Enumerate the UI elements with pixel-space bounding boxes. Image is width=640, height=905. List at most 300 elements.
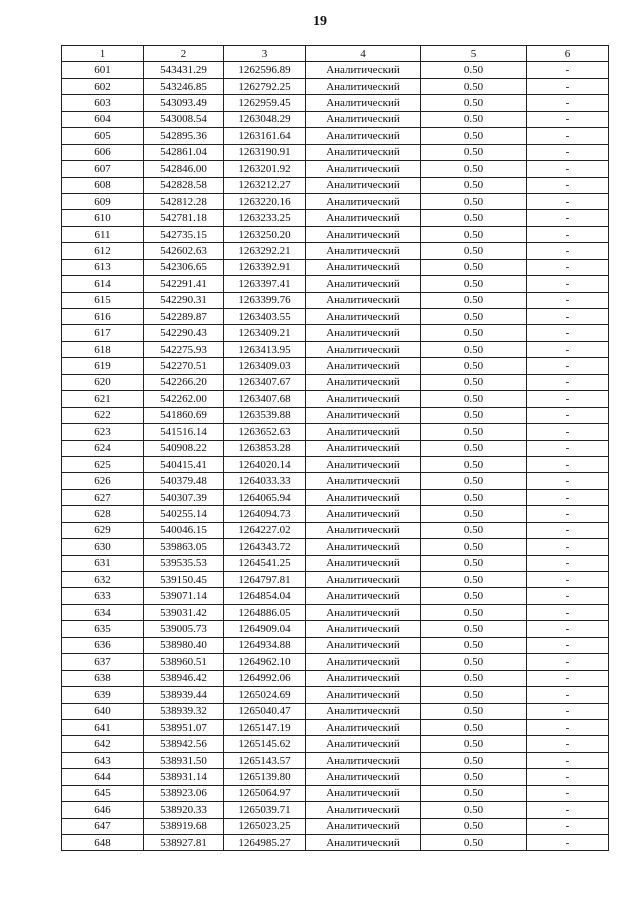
table-cell: 1263407.67 <box>224 374 306 390</box>
table-cell: - <box>527 769 609 785</box>
table-row <box>62 736 609 752</box>
table-cell: 1263292.21 <box>224 243 306 259</box>
table-cell: Аналитический <box>306 78 421 94</box>
table-cell: 542602.63 <box>144 243 224 259</box>
table-cell: 539150.45 <box>144 572 224 588</box>
header-cell: 2 <box>144 46 224 62</box>
table-cell: 539071.14 <box>144 588 224 604</box>
table-cell: 601 <box>62 62 144 78</box>
table-cell: Аналитический <box>306 670 421 686</box>
table-cell: Аналитический <box>306 226 421 242</box>
table-cell: 641 <box>62 719 144 735</box>
table-cell: 1263220.16 <box>224 193 306 209</box>
table-cell: - <box>527 456 609 472</box>
table-cell: - <box>527 111 609 127</box>
table-row <box>62 226 609 242</box>
table-row <box>62 210 609 226</box>
table-cell: 539863.05 <box>144 539 224 555</box>
table-cell: 542846.00 <box>144 161 224 177</box>
table-cell: 542290.31 <box>144 292 224 308</box>
table-cell: 1265040.47 <box>224 703 306 719</box>
table-cell: 0.50 <box>421 555 527 571</box>
table-cell: 0.50 <box>421 522 527 538</box>
table-row <box>62 374 609 390</box>
table-row <box>62 177 609 193</box>
table-cell: 610 <box>62 210 144 226</box>
table-cell: 603 <box>62 95 144 111</box>
table-cell: 0.50 <box>421 325 527 341</box>
table-cell: 1264020.14 <box>224 456 306 472</box>
table-cell: Аналитический <box>306 637 421 653</box>
table-row <box>62 802 609 818</box>
table-cell: 1264934.88 <box>224 637 306 653</box>
table-cell: 0.50 <box>421 177 527 193</box>
table-row <box>62 243 609 259</box>
table-cell: 1263399.76 <box>224 292 306 308</box>
table-cell: 1263250.20 <box>224 226 306 242</box>
table-cell: - <box>527 325 609 341</box>
table-cell: 538923.06 <box>144 785 224 801</box>
table-row <box>62 752 609 768</box>
table-cell: 1263397.41 <box>224 276 306 292</box>
table-cell: 1264797.81 <box>224 572 306 588</box>
table-cell: 1265064.97 <box>224 785 306 801</box>
table-cell: 538960.51 <box>144 654 224 670</box>
table-cell: Аналитический <box>306 769 421 785</box>
table-cell: Аналитический <box>306 604 421 620</box>
table-cell: Аналитический <box>306 522 421 538</box>
table-cell: 609 <box>62 193 144 209</box>
table-cell: 542291.41 <box>144 276 224 292</box>
table-cell: Аналитический <box>306 144 421 160</box>
table-cell: 543093.49 <box>144 95 224 111</box>
table-cell: 0.50 <box>421 144 527 160</box>
table-cell: 648 <box>62 835 144 851</box>
table-cell: 538939.44 <box>144 687 224 703</box>
table-cell: 627 <box>62 489 144 505</box>
table-cell: 643 <box>62 752 144 768</box>
table-cell: 0.50 <box>421 374 527 390</box>
table-cell: Аналитический <box>306 752 421 768</box>
table-cell: 620 <box>62 374 144 390</box>
table-cell: 1265145.62 <box>224 736 306 752</box>
table-cell: 0.50 <box>421 226 527 242</box>
table-cell: 541860.69 <box>144 407 224 423</box>
table-cell: 538939.32 <box>144 703 224 719</box>
table-cell: 0.50 <box>421 341 527 357</box>
header-cell: 5 <box>421 46 527 62</box>
table-cell: 0.50 <box>421 62 527 78</box>
table-cell: - <box>527 802 609 818</box>
table-header-row <box>62 46 609 62</box>
table-cell: 0.50 <box>421 407 527 423</box>
table-row <box>62 309 609 325</box>
table-cell: - <box>527 588 609 604</box>
table-cell: 0.50 <box>421 654 527 670</box>
coordinates-table <box>61 45 609 851</box>
table-cell: 539535.53 <box>144 555 224 571</box>
table-cell: 0.50 <box>421 128 527 144</box>
table-cell: 0.50 <box>421 309 527 325</box>
table-row <box>62 259 609 275</box>
table-cell: 1262959.45 <box>224 95 306 111</box>
table-cell: 1265039.71 <box>224 802 306 818</box>
table-cell: Аналитический <box>306 276 421 292</box>
table-cell: 634 <box>62 604 144 620</box>
table-cell: 542262.00 <box>144 391 224 407</box>
table-cell: - <box>527 835 609 851</box>
table-cell: - <box>527 292 609 308</box>
table-cell: 613 <box>62 259 144 275</box>
table-cell: Аналитический <box>306 539 421 555</box>
table-cell: - <box>527 144 609 160</box>
table-cell: 542290.43 <box>144 325 224 341</box>
table-cell: 1263409.03 <box>224 358 306 374</box>
table-cell: 540415.41 <box>144 456 224 472</box>
table-row <box>62 588 609 604</box>
table-cell: 0.50 <box>421 752 527 768</box>
table-cell: 1263161.64 <box>224 128 306 144</box>
table-cell: 0.50 <box>421 785 527 801</box>
table-cell: - <box>527 539 609 555</box>
table-cell: Аналитический <box>306 210 421 226</box>
table-cell: 628 <box>62 506 144 522</box>
table-cell: Аналитический <box>306 407 421 423</box>
table-cell: Аналитический <box>306 259 421 275</box>
table-cell: Аналитический <box>306 62 421 78</box>
table-body <box>62 62 609 851</box>
table-cell: 1263190.91 <box>224 144 306 160</box>
table-cell: 0.50 <box>421 802 527 818</box>
table-row <box>62 621 609 637</box>
table-cell: 0.50 <box>421 604 527 620</box>
table-cell: Аналитический <box>306 374 421 390</box>
table-cell: Аналитический <box>306 456 421 472</box>
table-cell: 0.50 <box>421 818 527 834</box>
table-cell: 542270.51 <box>144 358 224 374</box>
table-row <box>62 489 609 505</box>
table-cell: Аналитический <box>306 818 421 834</box>
table-cell: Аналитический <box>306 572 421 588</box>
table-cell: 0.50 <box>421 161 527 177</box>
table-row <box>62 292 609 308</box>
table-cell: Аналитический <box>306 621 421 637</box>
table-row <box>62 835 609 851</box>
table-cell: - <box>527 161 609 177</box>
table-cell: - <box>527 226 609 242</box>
table-cell: 538927.81 <box>144 835 224 851</box>
table-cell: 633 <box>62 588 144 604</box>
table-cell: - <box>527 818 609 834</box>
table-cell: 0.50 <box>421 719 527 735</box>
table-cell: 0.50 <box>421 506 527 522</box>
table-cell: 0.50 <box>421 292 527 308</box>
table-cell: - <box>527 276 609 292</box>
table-cell: 1264065.94 <box>224 489 306 505</box>
table-cell: Аналитический <box>306 243 421 259</box>
table-cell: - <box>527 374 609 390</box>
table-row <box>62 128 609 144</box>
table-cell: - <box>527 309 609 325</box>
table-cell: Аналитический <box>306 341 421 357</box>
table-cell: 1262792.25 <box>224 78 306 94</box>
table-cell: - <box>527 95 609 111</box>
table-cell: Аналитический <box>306 391 421 407</box>
table-cell: 542289.87 <box>144 309 224 325</box>
table-cell: 637 <box>62 654 144 670</box>
table-cell: 618 <box>62 341 144 357</box>
table-cell: 1264886.05 <box>224 604 306 620</box>
table-cell: - <box>527 621 609 637</box>
table-cell: 619 <box>62 358 144 374</box>
table-cell: - <box>527 391 609 407</box>
table-cell: 1262596.89 <box>224 62 306 78</box>
table-cell: 542266.20 <box>144 374 224 390</box>
table-cell: Аналитический <box>306 292 421 308</box>
table-row <box>62 391 609 407</box>
table-cell: Аналитический <box>306 802 421 818</box>
table-cell: 1263539.88 <box>224 407 306 423</box>
table-cell: 0.50 <box>421 736 527 752</box>
table-cell: 611 <box>62 226 144 242</box>
table-cell: 1263413.95 <box>224 341 306 357</box>
table-row <box>62 670 609 686</box>
table-row <box>62 506 609 522</box>
table-cell: Аналитический <box>306 835 421 851</box>
table-cell: 1264343.72 <box>224 539 306 555</box>
table-cell: 0.50 <box>421 358 527 374</box>
table-cell: 0.50 <box>421 193 527 209</box>
table-cell: 0.50 <box>421 276 527 292</box>
table-cell: 1265024.69 <box>224 687 306 703</box>
header-cell: 6 <box>527 46 609 62</box>
table-cell: 1264033.33 <box>224 473 306 489</box>
table-cell: - <box>527 424 609 440</box>
table-cell: - <box>527 78 609 94</box>
table-cell: Аналитический <box>306 555 421 571</box>
table-cell: Аналитический <box>306 506 421 522</box>
table-row <box>62 604 609 620</box>
table-cell: 645 <box>62 785 144 801</box>
table-cell: Аналитический <box>306 654 421 670</box>
table-row <box>62 572 609 588</box>
table-row <box>62 111 609 127</box>
table-cell: Аналитический <box>306 309 421 325</box>
table-cell: 539005.73 <box>144 621 224 637</box>
table-cell: 622 <box>62 407 144 423</box>
table-cell: 642 <box>62 736 144 752</box>
table-cell: - <box>527 637 609 653</box>
table-cell: 0.50 <box>421 637 527 653</box>
table-cell: 538942.56 <box>144 736 224 752</box>
table-cell: 605 <box>62 128 144 144</box>
table-cell: 538980.40 <box>144 637 224 653</box>
table-cell: 629 <box>62 522 144 538</box>
table-cell: 1263212.27 <box>224 177 306 193</box>
table-row <box>62 161 609 177</box>
table-cell: 0.50 <box>421 95 527 111</box>
table-cell: 635 <box>62 621 144 637</box>
table-cell: 0.50 <box>421 670 527 686</box>
table-cell: - <box>527 670 609 686</box>
table-cell: 623 <box>62 424 144 440</box>
table-cell: 538946.42 <box>144 670 224 686</box>
table-cell: - <box>527 555 609 571</box>
table-row <box>62 456 609 472</box>
table-cell: 543008.54 <box>144 111 224 127</box>
table-cell: 1264909.04 <box>224 621 306 637</box>
table-cell: - <box>527 572 609 588</box>
table-cell: 0.50 <box>421 687 527 703</box>
table-cell: 539031.42 <box>144 604 224 620</box>
table-cell: 0.50 <box>421 424 527 440</box>
table-cell: 543431.29 <box>144 62 224 78</box>
table-cell: 542861.04 <box>144 144 224 160</box>
table-cell: Аналитический <box>306 193 421 209</box>
table-cell: 614 <box>62 276 144 292</box>
table-row <box>62 95 609 111</box>
table-row <box>62 62 609 78</box>
table-cell: 1263201.92 <box>224 161 306 177</box>
table-cell: Аналитический <box>306 440 421 456</box>
table-cell: 1264854.04 <box>224 588 306 604</box>
table-cell: 542828.58 <box>144 177 224 193</box>
table-cell: - <box>527 259 609 275</box>
table-cell: 0.50 <box>421 769 527 785</box>
table-cell: - <box>527 489 609 505</box>
table-cell: 0.50 <box>421 391 527 407</box>
table-cell: 0.50 <box>421 473 527 489</box>
table-row <box>62 325 609 341</box>
table-cell: - <box>527 193 609 209</box>
table-row <box>62 144 609 160</box>
table-cell: 1264962.10 <box>224 654 306 670</box>
table-cell: 636 <box>62 637 144 653</box>
table-cell: Аналитический <box>306 473 421 489</box>
table-cell: - <box>527 243 609 259</box>
table-cell: Аналитический <box>306 111 421 127</box>
table-cell: - <box>527 736 609 752</box>
table-cell: 1263407.68 <box>224 391 306 407</box>
table-cell: 607 <box>62 161 144 177</box>
table-cell: - <box>527 473 609 489</box>
table-cell: 1263403.55 <box>224 309 306 325</box>
table-cell: 542812.28 <box>144 193 224 209</box>
table-cell: 640 <box>62 703 144 719</box>
table-cell: 1265139.80 <box>224 769 306 785</box>
table-cell: - <box>527 341 609 357</box>
table-cell: 540046.15 <box>144 522 224 538</box>
table-cell: - <box>527 407 609 423</box>
table-cell: 1265023.25 <box>224 818 306 834</box>
table-cell: 538931.14 <box>144 769 224 785</box>
table-row <box>62 522 609 538</box>
table-cell: 542895.36 <box>144 128 224 144</box>
table-cell: Аналитический <box>306 177 421 193</box>
table-cell: 1263392.91 <box>224 259 306 275</box>
table-cell: - <box>527 210 609 226</box>
table-cell: 621 <box>62 391 144 407</box>
table-cell: 630 <box>62 539 144 555</box>
table-cell: Аналитический <box>306 687 421 703</box>
table-cell: Аналитический <box>306 161 421 177</box>
table-cell: - <box>527 687 609 703</box>
table-cell: 624 <box>62 440 144 456</box>
table-row <box>62 654 609 670</box>
table-cell: 0.50 <box>421 588 527 604</box>
table-row <box>62 687 609 703</box>
table-cell: - <box>527 604 609 620</box>
table-cell: Аналитический <box>306 325 421 341</box>
table-cell: 540307.39 <box>144 489 224 505</box>
table-cell: 1265147.19 <box>224 719 306 735</box>
table-cell: 542781.18 <box>144 210 224 226</box>
table-cell: 1263233.25 <box>224 210 306 226</box>
table-cell: 0.50 <box>421 111 527 127</box>
table-cell: 1263853.28 <box>224 440 306 456</box>
table-cell: 626 <box>62 473 144 489</box>
table-row <box>62 637 609 653</box>
table-cell: 606 <box>62 144 144 160</box>
table-cell: 538951.07 <box>144 719 224 735</box>
table-cell: 647 <box>62 818 144 834</box>
table-cell: 616 <box>62 309 144 325</box>
table-cell: - <box>527 703 609 719</box>
table-cell: 0.50 <box>421 210 527 226</box>
table-cell: - <box>527 522 609 538</box>
table-cell: 644 <box>62 769 144 785</box>
table-cell: 0.50 <box>421 572 527 588</box>
table-cell: - <box>527 719 609 735</box>
table-cell: 1264094.73 <box>224 506 306 522</box>
table-cell: 1264541.25 <box>224 555 306 571</box>
table-cell: 542275.93 <box>144 341 224 357</box>
table-cell: 541516.14 <box>144 424 224 440</box>
table-cell: 0.50 <box>421 78 527 94</box>
table-cell: 632 <box>62 572 144 588</box>
table-row <box>62 193 609 209</box>
table-cell: 631 <box>62 555 144 571</box>
table-row <box>62 341 609 357</box>
table-cell: 602 <box>62 78 144 94</box>
table-cell: 608 <box>62 177 144 193</box>
table-cell: 0.50 <box>421 621 527 637</box>
table-cell: Аналитический <box>306 785 421 801</box>
table-cell: 1263048.29 <box>224 111 306 127</box>
table-cell: Аналитический <box>306 424 421 440</box>
table-cell: 540908.22 <box>144 440 224 456</box>
header-cell: 3 <box>224 46 306 62</box>
table-cell: 0.50 <box>421 835 527 851</box>
table-cell: 646 <box>62 802 144 818</box>
table-cell: - <box>527 440 609 456</box>
table-cell: Аналитический <box>306 95 421 111</box>
table-cell: 0.50 <box>421 489 527 505</box>
table-cell: 0.50 <box>421 539 527 555</box>
table-cell: 1264992.06 <box>224 670 306 686</box>
table-row <box>62 818 609 834</box>
table-cell: - <box>527 654 609 670</box>
table-cell: 0.50 <box>421 456 527 472</box>
table-cell: 0.50 <box>421 259 527 275</box>
table-cell: 0.50 <box>421 703 527 719</box>
table-row <box>62 473 609 489</box>
table-row <box>62 785 609 801</box>
header-cell: 4 <box>306 46 421 62</box>
table-row <box>62 703 609 719</box>
table-cell: Аналитический <box>306 588 421 604</box>
table-cell: - <box>527 506 609 522</box>
